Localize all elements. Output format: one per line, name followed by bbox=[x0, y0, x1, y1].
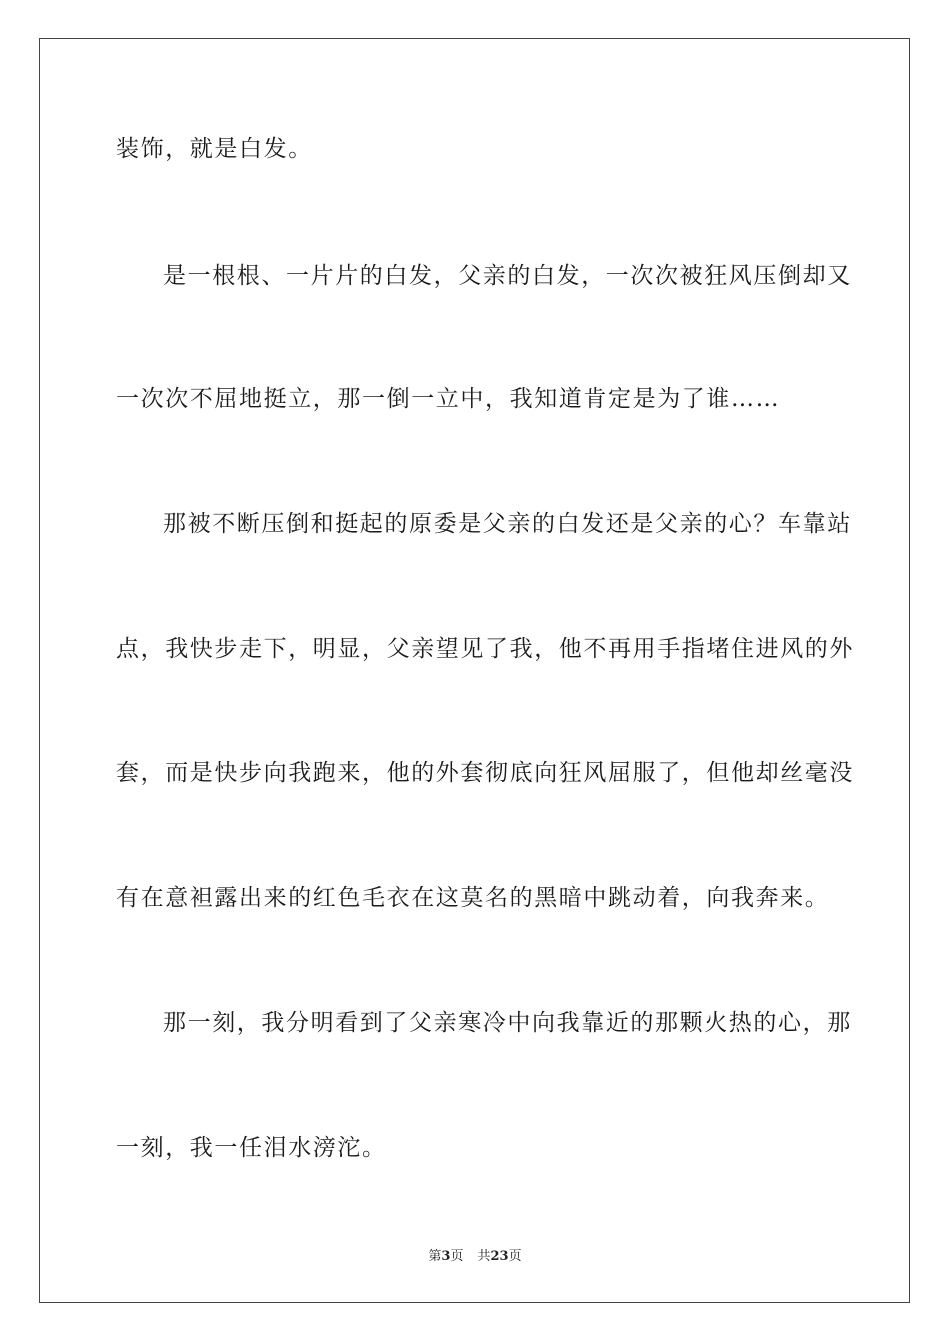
total-prefix: 共 bbox=[477, 1249, 491, 1264]
page-number: 3 bbox=[441, 1249, 451, 1264]
paragraph-start-line: 是一根根、一片片的白发，父亲的白发，一次次被狂风压倒却又 bbox=[163, 263, 852, 289]
text-line: 点，我快步走下，明显，父亲望见了我，他不再用手指堵住进风的外 bbox=[116, 636, 854, 662]
page-footer bbox=[0, 1248, 950, 1266]
page-suffix: 页 bbox=[450, 1249, 464, 1264]
text-line: 一次次不屈地挺立，那一倒一立中，我知道肯定是为了谁…… bbox=[116, 386, 781, 412]
text-line: 套，而是快步向我跑来，他的外套彻底向狂风屈服了，但他却丝毫没 bbox=[116, 760, 854, 786]
text-line: 有在意袒露出来的红色毛衣在这莫名的黑暗中跳动着，向我奔来。 bbox=[116, 885, 830, 911]
total-suffix: 页 bbox=[508, 1249, 522, 1264]
text-line: 装饰，就是白发。 bbox=[116, 136, 313, 162]
page-border bbox=[39, 38, 910, 1303]
paragraph-start-line: 那被不断压倒和挺起的原委是父亲的白发还是父亲的心？车靠站 bbox=[163, 511, 852, 537]
paragraph-start-line: 那一刻，我分明看到了父亲寒冷中向我靠近的那颗火热的心，那 bbox=[163, 1010, 852, 1036]
text-line: 一刻，我一任泪水滂沱。 bbox=[116, 1135, 387, 1161]
page-prefix: 第 bbox=[428, 1249, 442, 1264]
total-pages: 23 bbox=[490, 1249, 509, 1264]
